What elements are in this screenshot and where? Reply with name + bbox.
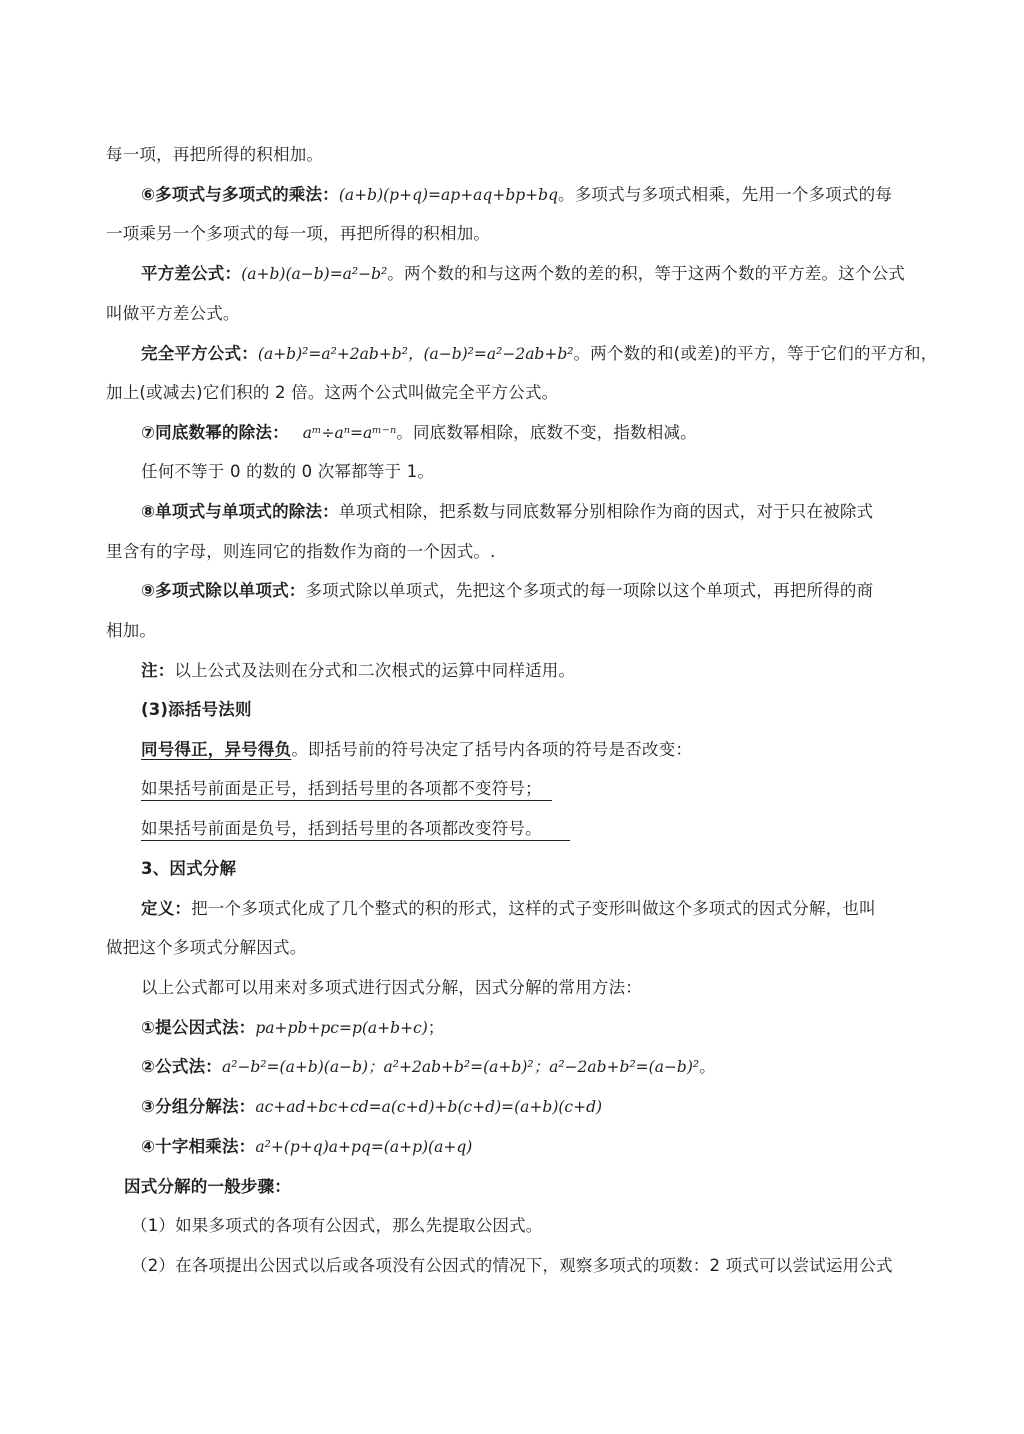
step-line <box>131 1254 893 1278</box>
paragraph-line <box>106 936 306 960</box>
formula: (a+b)(p+q)=ap+aq+bp+bq <box>338 186 559 204</box>
rule-heading: ⑨多项式除以单项式： <box>141 581 306 600</box>
heading-text: (3)添括号法则 <box>141 700 252 719</box>
text: 以上公式都可以用来对多项式进行因式分解，因式分解的常用方法： <box>141 978 642 997</box>
underlined-text: 如果括号前面是负号，括到括号里的各项都改变符号。 <box>141 818 570 841</box>
definition-label: 定义： <box>141 899 192 918</box>
method-grouping <box>141 1095 602 1119</box>
text: 每一项，再把所得的积相加。 <box>106 145 324 164</box>
text: 。两个数的和(或差)的平方，等于它们的平方和， <box>573 344 938 363</box>
paragraph-line <box>106 222 490 246</box>
formula: aᵐ÷aⁿ=aᵐ⁻ⁿ <box>302 424 397 442</box>
emphasis-text: 同号得正，异号得负 <box>141 740 292 759</box>
method-label: ①提公因式法： <box>141 1018 256 1037</box>
method-common-factor <box>141 1016 445 1040</box>
method-label: ④十字相乘法： <box>141 1137 256 1156</box>
text: 做把这个多项式分解因式。 <box>106 938 307 957</box>
step-line <box>131 1214 543 1238</box>
heading-text: 3、因式分解 <box>141 859 237 878</box>
text: 。 <box>699 1057 716 1076</box>
bracket-rule-positive <box>141 777 552 801</box>
note-line <box>141 659 575 683</box>
rule-difference-of-squares <box>141 262 905 286</box>
text: ； <box>427 1018 445 1037</box>
rule-mono-div-mono <box>141 500 873 524</box>
text: 单项式相除，把系数与同底数幂分别相除作为商的因式，对于只在被除式 <box>338 502 874 521</box>
formula: (a+b)(a−b)=a²−b² <box>241 265 388 283</box>
formula: ac+ad+bc+cd=a(c+d)+b(c+d)=(a+b)(c+d) <box>255 1098 603 1116</box>
section-heading <box>124 1175 291 1199</box>
rule-poly-div-mono <box>141 579 873 603</box>
text: 叫做平方差公式。 <box>106 304 240 323</box>
text: 。同底数幂相除，底数不变，指数相减。 <box>396 423 697 442</box>
text: 以上公式及法则在分式和二次根式的运算中同样适用。 <box>174 661 576 680</box>
underlined-text: 如果括号前面是正号，括到括号里的各项都不变符号； <box>141 778 552 801</box>
formula: pa+pb+pc=p(a+b+c) <box>255 1019 428 1037</box>
text: 任何不等于 0 的数的 0 次幂都等于 1。 <box>141 462 435 481</box>
text: 一项乘另一个多项式的每一项，再把所得的积相加。 <box>106 224 491 243</box>
definition-line <box>141 897 876 921</box>
text: 里含有的字母，则连同它的指数作为商的一个因式。. <box>106 542 496 561</box>
method-formula <box>141 1055 716 1079</box>
heading-text: 因式分解的一般步骤： <box>124 1177 291 1196</box>
method-label: ②公式法： <box>141 1057 222 1076</box>
text: 把一个多项式化成了几个整式的积的形式，这样的式子变形叫做这个多项式的因式分解，也叫 <box>191 899 876 918</box>
rule-heading: ⑧单项式与单项式的除法： <box>141 502 339 521</box>
paragraph-line <box>106 381 558 405</box>
rule-heading: ⑦同底数幂的除法： <box>141 423 289 442</box>
formula: a²−b²=(a+b)(a−b)；a²+2ab+b²=(a+b)²；a²−2ab+b²=(a−b)² <box>221 1058 700 1076</box>
section-heading <box>141 857 236 881</box>
text: （1）如果多项式的各项有公因式，那么先提取公因式。 <box>131 1216 543 1235</box>
rule-heading: ⑥多项式与多项式的乘法： <box>141 185 339 204</box>
note-label: 注： <box>141 661 175 680</box>
formula: a²+(p+q)a+pq=(a+p)(a+q) <box>255 1138 473 1156</box>
rule-perfect-square <box>141 342 937 366</box>
paragraph-line <box>141 976 642 1000</box>
text: 多项式除以单项式，先把这个多项式的每一项除以这个单项式，再把所得的商 <box>305 581 874 600</box>
paragraph-line <box>106 143 323 167</box>
text: 。多项式与多项式相乘，先用一个多项式的每 <box>558 185 893 204</box>
text: 。即括号前的符号决定了括号内各项的符号是否改变： <box>291 740 693 759</box>
paragraph-line <box>106 619 156 643</box>
bracket-rule-line <box>141 738 692 762</box>
text: （2）在各项提出公因式以后或各项没有公因式的情况下，观察多项式的项数：2 项式可以尝试运用公式 <box>131 1256 893 1275</box>
method-label: ③分组分解法： <box>141 1097 256 1116</box>
paragraph-line <box>106 540 496 564</box>
formula: (a+b)²=a²+2ab+b²，(a−b)²=a²−2ab+b² <box>257 345 574 363</box>
text: 相加。 <box>106 621 157 640</box>
method-cross-multiplication <box>141 1135 472 1159</box>
rule-poly-times-poly <box>141 183 892 207</box>
bracket-rule-negative <box>141 817 570 841</box>
paragraph-line <box>106 302 240 326</box>
rule-heading: 平方差公式： <box>141 264 242 283</box>
paragraph-line <box>141 460 434 484</box>
text: 。两个数的和与这两个数的差的积，等于这两个数的平方差。这个公式 <box>387 264 905 283</box>
rule-heading: 完全平方公式： <box>141 344 258 363</box>
section-heading <box>141 698 252 722</box>
text: 加上(或减去)它们积的 2 倍。这两个公式叫做完全平方公式。 <box>106 383 559 402</box>
rule-power-division <box>141 421 697 445</box>
